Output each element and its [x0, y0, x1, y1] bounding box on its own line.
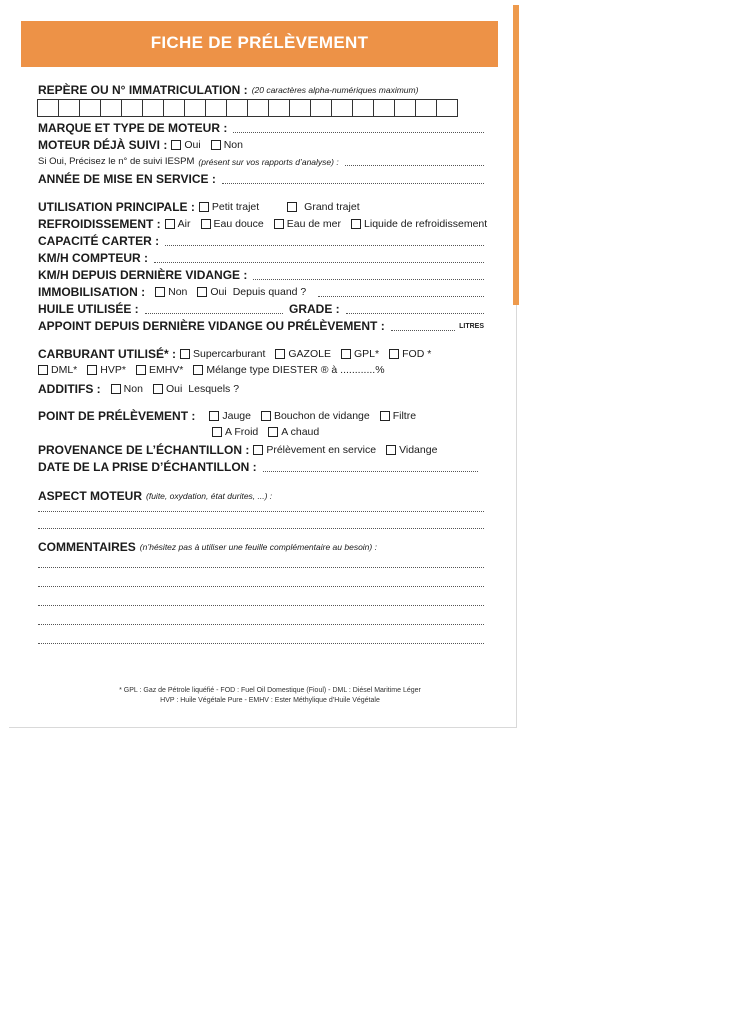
char-box[interactable]: [121, 99, 143, 117]
appoint-field[interactable]: [391, 330, 455, 331]
refroid-label: REFROIDISSEMENT :: [38, 217, 161, 231]
compteur-row: [38, 251, 484, 265]
char-box[interactable]: [331, 99, 353, 117]
a-chaud-label: A chaud: [281, 426, 320, 438]
footnote-line-1: * GPL : Gaz de Pétrole liquéfié - FOD : Fuel Oil Domestique (Fioul) - DML : Diésel Maritime Léger: [119, 687, 421, 694]
appoint-label: APPOINT DEPUIS DERNIÈRE VIDANGE OU PRÉLÈVEMENT :: [38, 319, 385, 333]
refroid-row: [38, 217, 493, 231]
carburant-row-2: [38, 364, 391, 376]
fod-checkbox[interactable]: [389, 349, 399, 359]
char-box[interactable]: [394, 99, 416, 117]
additifs-label: ADDITIFS :: [38, 382, 101, 396]
repere-row: [38, 83, 418, 97]
provenance-vidange-label: Vidange: [399, 444, 438, 456]
comment-line[interactable]: [38, 624, 484, 625]
char-box[interactable]: [415, 99, 437, 117]
en-service-checkbox[interactable]: [253, 445, 263, 455]
form-title: FICHE DE PRÉLÈVEMENT: [21, 21, 498, 67]
en-service-label: Prélèvement en service: [266, 444, 377, 456]
char-box[interactable]: [184, 99, 206, 117]
lesquels-label: Lesquels ?: [188, 383, 240, 395]
grade-label: GRADE :: [289, 302, 340, 316]
a-chaud-checkbox[interactable]: [268, 427, 278, 437]
aspect-line[interactable]: [38, 528, 484, 529]
additifs-oui-label: Oui: [165, 383, 183, 395]
suivi-row: [38, 138, 249, 152]
grand-trajet-checkbox[interactable]: [287, 202, 297, 212]
char-box[interactable]: [79, 99, 101, 117]
char-box[interactable]: [373, 99, 395, 117]
hvp-label: HVP*: [100, 364, 126, 376]
capacite-field[interactable]: [165, 245, 484, 246]
aspect-label: ASPECT MOTEUR: [38, 489, 143, 503]
footnote-line-2: HVP : Huile Végétale Pure - EMHV : Ester Méthylique d’Huile Végétale: [160, 697, 380, 704]
litres-unit: LITRES: [459, 322, 484, 330]
vidange-label: KM/H DEPUIS DERNIÈRE VIDANGE :: [38, 268, 248, 282]
dml-label: DML*: [51, 364, 78, 376]
bouchon-checkbox[interactable]: [261, 411, 271, 421]
date-field[interactable]: [263, 471, 478, 472]
melange-checkbox[interactable]: [193, 365, 203, 375]
filtre-checkbox[interactable]: [380, 411, 390, 421]
provenance-row: [38, 443, 443, 457]
comment-line[interactable]: [38, 567, 484, 568]
immob-depuis-label: Depuis quand ?: [232, 286, 307, 298]
aspect-line[interactable]: [38, 511, 484, 512]
point-row-2: [208, 426, 325, 438]
char-box[interactable]: [163, 99, 185, 117]
additifs-row: [38, 382, 245, 396]
a-froid-checkbox[interactable]: [212, 427, 222, 437]
char-box[interactable]: [436, 99, 458, 117]
additifs-non-checkbox[interactable]: [111, 384, 121, 394]
bouchon-label: Bouchon de vidange: [273, 410, 370, 422]
grand-trajet-label: Grand trajet: [304, 201, 360, 213]
melange-label: Mélange type DIESTER ® à ............%: [206, 364, 385, 376]
immob-oui-label: Oui: [210, 286, 227, 298]
char-box[interactable]: [247, 99, 269, 117]
gazole-label: GAZOLE: [288, 348, 331, 360]
compteur-label: KM/H COMPTEUR :: [38, 251, 148, 265]
char-box[interactable]: [310, 99, 332, 117]
annee-field[interactable]: [222, 183, 484, 184]
comment-label: COMMENTAIRES: [38, 540, 136, 554]
additifs-oui-checkbox[interactable]: [153, 384, 163, 394]
precisez-note: (présent sur vos rapports d’analyse) :: [198, 156, 339, 167]
precisez-field[interactable]: [345, 165, 484, 166]
char-box[interactable]: [58, 99, 80, 117]
gazole-checkbox[interactable]: [275, 349, 285, 359]
comment-line[interactable]: [38, 586, 484, 587]
vidange-field[interactable]: [253, 279, 484, 280]
provenance-vidange-checkbox[interactable]: [386, 445, 396, 455]
immob-non-label: Non: [168, 286, 188, 298]
char-box[interactable]: [205, 99, 227, 117]
petit-trajet-checkbox[interactable]: [199, 202, 209, 212]
liquide-label: Liquide de refroidissement: [364, 218, 488, 230]
char-box[interactable]: [226, 99, 248, 117]
appoint-row: [38, 319, 484, 333]
immob-non-checkbox[interactable]: [155, 287, 165, 297]
dml-checkbox[interactable]: [38, 365, 48, 375]
gpl-checkbox[interactable]: [341, 349, 351, 359]
additifs-non-label: Non: [123, 383, 143, 395]
vidange-row: [38, 268, 484, 282]
suivi-non-label: Non: [223, 139, 243, 151]
eau-mer-label: Eau de mer: [286, 218, 342, 230]
compteur-field[interactable]: [154, 262, 484, 263]
capacite-label: CAPACITÉ CARTER :: [38, 234, 160, 248]
supercarburant-label: Supercarburant: [193, 348, 266, 360]
air-label: Air: [177, 218, 191, 230]
supercarburant-checkbox[interactable]: [180, 349, 190, 359]
aspect-note: (fuite, oxydation, état durites, ...) :: [146, 491, 273, 501]
comment-line[interactable]: [38, 643, 484, 644]
char-box[interactable]: [268, 99, 290, 117]
immob-oui-checkbox[interactable]: [197, 287, 207, 297]
char-box[interactable]: [289, 99, 311, 117]
char-box[interactable]: [37, 99, 59, 117]
carburant-row: [38, 347, 437, 361]
eau-mer-checkbox[interactable]: [274, 219, 284, 229]
hvp-checkbox[interactable]: [87, 365, 97, 375]
annee-label: ANNÉE DE MISE EN SERVICE :: [38, 172, 216, 186]
registration-boxes[interactable]: [38, 99, 458, 117]
precisez-label: Si Oui, Précisez le n° de suivi IESPM: [38, 156, 195, 167]
annee-row: [38, 172, 484, 186]
jauge-label: Jauge: [222, 410, 251, 422]
orange-edge-strip: [513, 5, 519, 305]
suivi-non-checkbox[interactable]: [211, 140, 221, 150]
petit-trajet-label: Petit trajet: [211, 201, 260, 213]
repere-label: REPÈRE OU N° IMMATRICULATION :: [38, 83, 248, 97]
suivi-oui-label: Oui: [184, 139, 201, 151]
marque-label: MARQUE ET TYPE DE MOTEUR :: [38, 121, 228, 135]
immob-label: IMMOBILISATION :: [38, 285, 146, 299]
eau-douce-label: Eau douce: [213, 218, 264, 230]
char-box[interactable]: [352, 99, 374, 117]
char-box[interactable]: [142, 99, 164, 117]
emhv-checkbox[interactable]: [136, 365, 146, 375]
jauge-checkbox[interactable]: [209, 411, 219, 421]
char-box[interactable]: [100, 99, 122, 117]
utilisation-row: [38, 200, 366, 214]
liquide-checkbox[interactable]: [351, 219, 361, 229]
date-label: DATE DE LA PRISE D’ÉCHANTILLON :: [38, 460, 257, 474]
immob-depuis-field[interactable]: [318, 296, 484, 297]
marque-row: [38, 121, 484, 135]
utilisation-label: UTILISATION PRINCIPALE :: [38, 200, 195, 214]
immob-row: [38, 285, 484, 299]
comment-note: (n’hésitez pas à utiliser une feuille complémentaire au besoin) :: [139, 542, 377, 552]
provenance-label: PROVENANCE DE L’ÉCHANTILLON :: [38, 443, 250, 457]
gpl-label: GPL*: [354, 348, 380, 360]
suivi-oui-checkbox[interactable]: [171, 140, 181, 150]
aspect-row: [38, 489, 272, 503]
a-froid-label: A Froid: [225, 426, 259, 438]
point-label: POINT DE PRÉLÈVEMENT :: [38, 409, 196, 423]
huile-field[interactable]: [145, 313, 283, 314]
marque-field[interactable]: [233, 132, 484, 133]
comment-row: [38, 540, 377, 554]
point-row: [38, 409, 422, 423]
huile-row: [38, 302, 484, 316]
precisez-row: [38, 156, 484, 167]
date-row: [38, 460, 478, 474]
repere-note: (20 caractères alpha-numériques maximum): [251, 85, 419, 95]
huile-label: HUILE UTILISÉE :: [38, 302, 139, 316]
suivi-label: MOTEUR DÉJÀ SUIVI :: [38, 138, 168, 152]
air-checkbox[interactable]: [165, 219, 175, 229]
fod-label: FOD *: [402, 348, 432, 360]
grade-field[interactable]: [346, 313, 484, 314]
eau-douce-checkbox[interactable]: [201, 219, 211, 229]
comment-line[interactable]: [38, 605, 484, 606]
carburant-label: CARBURANT UTILISÉ* :: [38, 347, 176, 361]
capacite-row: [38, 234, 484, 248]
filtre-label: Filtre: [392, 410, 417, 422]
emhv-label: EMHV*: [148, 364, 184, 376]
